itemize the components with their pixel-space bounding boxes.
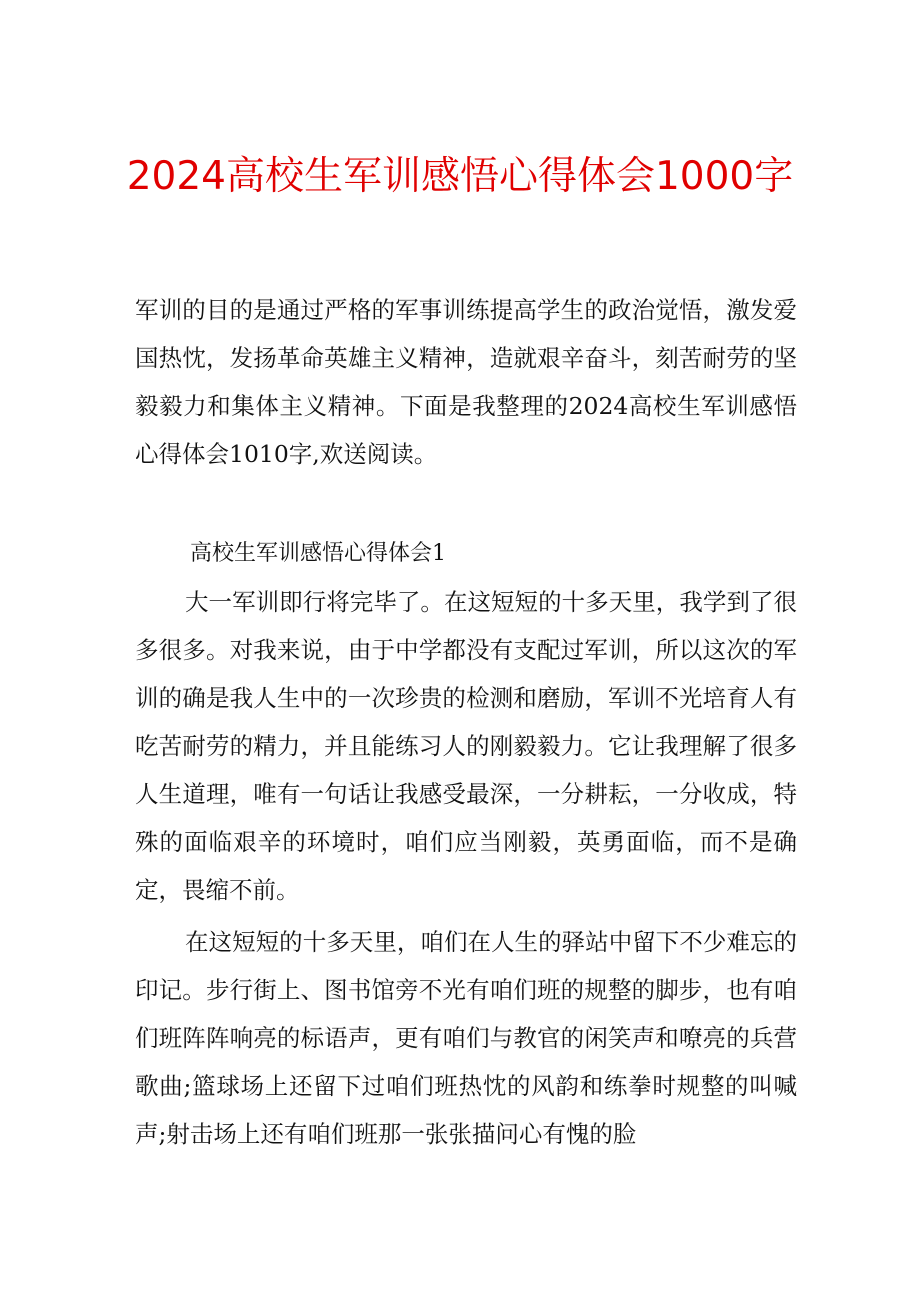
body-paragraph-2: 在这短短的十多天里，咱们在人生的驿站中留下不少难忘的印记。步行街上、图书馆旁不光有咱们班的规整的脚步，也有咱们班阵阵响亮的标语声，更有咱们与教官的闲笑声和嘹亮的兵营歌曲;篮球场上还留下过咱们班热忱的风韵和练拳时规整的叫喊声;射击场上还有咱们班那一张张描问心有愧的脸 <box>135 928 797 1148</box>
intro-paragraph: 军训的目的是通过严格的军事训练提高学生的政治觉悟，激发爱国热忱，发扬革命英雄主义精神，造就艰辛奋斗，刻苦耐劳的坚毅毅力和集体主义精神。下面是我整理的2024高校生军训感悟心得体会1010字,欢送阅读。 <box>135 296 797 468</box>
body-paragraph-1: 大一军训即行将完毕了。在这短短的十多天里，我学到了很多很多。对我来说，由于中学都没有支配过军训，所以这次的军训的确是我人生中的一次珍贵的检测和磨励，军训不光培育人有吃苦耐劳的精力，并且能练习人的刚毅毅力。它让我理解了很多人生道理，唯有一句话让我感受最深，一分耕耘，一分收成，特殊的面临艰辛的环境时，咱们应当刚毅，英勇面临，而不是确定，畏缩不前。 <box>135 588 797 904</box>
document-title: 2024高校生军训感悟心得体会1000字 <box>126 154 794 199</box>
section-heading: 高校生军训感悟心得体会1 <box>190 541 446 566</box>
